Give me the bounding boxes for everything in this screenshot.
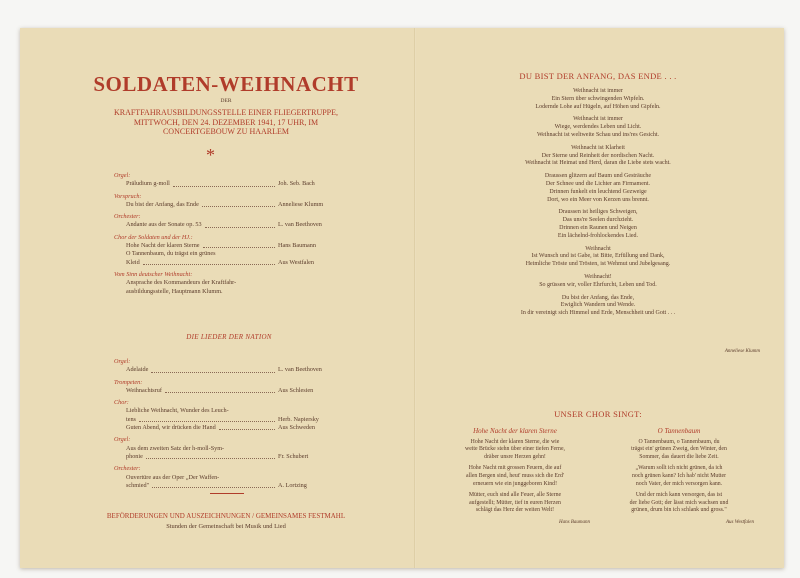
program-list [114,172,344,300]
der-label: DER [220,98,232,104]
program-sheet [20,28,784,568]
song-title: Hohe Nacht der klaren Sterne [473,427,557,435]
program-composer: A. Lortzing [278,481,307,489]
subtitle-line: CONCERTGEBOUW ZU HAARLEM [162,127,290,137]
poem-line: Weihnacht ist Heimat und Herd, daran die Liebe stets wacht. [525,160,671,167]
dot-leader [139,421,275,422]
song-line: allen Bergen sind, heut' muss sich die Erd' [466,472,564,479]
poem-stanza [440,295,756,318]
divider [210,493,244,494]
program-item: Weihnachtsruf [126,386,162,394]
song-line: grünen, drum bin ich schlank und gross." [631,507,727,514]
program-composer: Hans Baumann [278,242,316,250]
poem-author: Anneliese Klumm [724,349,760,354]
poem-line: Du bist der Anfang, das Ende, [561,294,635,301]
poem-line: Drinnen ein Raunen und Neigen [559,224,637,231]
star-ornament-icon: * [206,145,215,165]
program-item: O Tannenbaum, du trägst ein grünes [126,250,216,258]
dot-leader [146,458,275,459]
poem-line: Ein Stern über schwingenden Wipfeln. [551,95,645,102]
program-composer: Fr. Schubert [278,452,309,460]
poem-stanza [440,173,756,204]
poem-line: Der Sterne und Reinheit der nordischen Nacht. [541,152,655,159]
program-item: schmied" [126,481,150,489]
program-row [126,250,344,258]
program-composer: L. van Beethoven [278,221,322,229]
song-line: weite Brücke stehn über einer tiefen Ferne, [465,446,565,453]
program-section-heading: Orgel: [114,172,131,179]
song-hohe-nacht [440,428,590,527]
program-list-nation [114,358,344,494]
song-line: aufgestellt; Mütter, tief in euren Herzen [469,499,561,506]
program-composer: Herb. Napiersky [278,415,319,423]
program-row [126,279,344,287]
program-section-heading: Trompeten: [114,378,143,386]
program-composer: Anneliese Klumm [278,200,324,208]
program-item: Du bist der Anfang, das Ende [126,200,199,208]
program-row [126,474,344,482]
poem-line: Weihnacht! [584,273,612,280]
program-row [126,221,344,229]
poem-stanza [440,116,756,139]
program-row [126,366,344,374]
center-fold [414,28,416,568]
poem-line: Draussen glitzern auf Baum und Gesträuche [544,173,652,180]
poem-line: So grüssen wir, voller Ehrfurcht, Leben und Tod. [539,281,657,288]
song-verse [604,439,754,462]
song-verse [440,465,590,488]
poem-line: Ewiglich Wandern und Wende. [560,302,636,309]
song-line: „Warum sollt ich nicht grünen, da ich [635,465,723,472]
song-line: Sommer, das dauert die liebe Zeit. [639,453,719,460]
program-item: Guten Abend, wir drücken die Hand [126,424,216,432]
poem-stanza [440,246,756,269]
dot-leader [165,392,275,393]
nation-heading: DIE LIEDER DER NATION [186,333,272,341]
poem-stanza [440,209,756,240]
program-section-heading: Vom Sinn deutscher Weihnacht: [114,270,193,278]
dot-leader [219,429,275,430]
song-line: noch Vater, der mich versorgen kann. [635,480,723,487]
poem-line: Weihnacht [585,245,611,252]
song-line: der liebe Gott; der lässt mich wachsen und [629,499,729,506]
song-line: Und der mich kann versorgen, das ist [635,492,723,499]
song-line: Hohe Nacht der klaren Sterne, die wie [470,438,560,445]
program-item: tens [126,415,136,423]
poem-line: Heimliche Tröste und Trösten, ist Wehmut und Jubelgesang. [525,261,671,268]
program-item: Liebliche Weihnacht, Wunder des Leuch- [126,407,229,415]
program-item: Aus dem zweiten Satz der h-moll-Sym- [126,444,225,452]
song-verses [604,439,754,515]
program-item: phonie [126,452,143,460]
song-tannenbaum [604,428,754,527]
program-composer: Joh. Seb. Bach [278,180,315,188]
program-row [126,445,344,453]
song-line: Hohe Nacht mit grossen Feuern, die auf [468,465,562,472]
song-title: O Tannenbaum [657,427,701,435]
program-row [126,201,344,209]
program-row [126,387,344,395]
poem-line: Draussen ist heiliges Schweigen, [558,209,638,216]
program-section-heading: Orgel: [114,358,131,365]
song-verse [604,465,754,488]
song-verse [440,492,590,515]
poem-line: Weihnacht ist weltweite Schau und ins'res Gesicht. [536,131,660,138]
event-subtitle [76,108,376,137]
program-composer: Aus Schweden [278,424,315,432]
program-row [126,407,344,415]
program-row [126,453,344,461]
dot-leader [203,247,275,248]
song-line: schlägt das Herz der weiten Welt! [475,507,555,514]
song-line: erneuern wie ein junggeboren Kind! [472,480,558,487]
program-section-heading: Orchester: [114,213,141,221]
stunden-line: Stunden der Gemeinschaft bei Musik und Lied [166,523,286,530]
poem-line: Dort, wo ein Meer von Kerzen uns brennt. [547,196,649,203]
program-section-heading: Vorspruch: [114,192,142,200]
song-verses [440,439,590,515]
poem-line: Wiege, werdendes Leben und Licht. [554,124,642,131]
song-line: Mütter, euch sind alle Feuer, alle Sterne [468,492,562,499]
program-row [126,416,344,424]
program-row [126,259,344,267]
program-item: Kleid [126,258,140,266]
song-author: Aus Westfalen [725,519,754,525]
program-item: Andante aus der Sonate op. 53 [126,221,202,229]
dot-leader [143,264,275,265]
poem-line: Ein lächelnd-frohlockendes Lied. [557,232,639,239]
program-section-heading: Chor: [114,399,129,407]
song-line: trägst ein' grünen Zweig, den Winter, den [631,446,727,453]
chor-heading: UNSER CHOR SINGT: [554,409,642,419]
poem [440,88,756,323]
dot-leader [205,227,275,228]
program-item: Ouvertüre aus der Oper „Der Waffen- [126,473,220,481]
poem-line: Ist Wunsch und ist Gabe, ist Bitte, Erfüllung und Dank, [531,253,665,260]
program-row [126,242,344,250]
song-author: Hans Baumann [559,519,590,525]
program-composer: Aus Westfalen [278,258,314,266]
program-row [126,482,344,490]
dot-leader [151,372,275,373]
song-line: dräber unsre Herzen gehn! [484,453,546,460]
program-row [126,180,344,188]
song-verse [604,492,754,515]
song-verse [440,439,590,462]
program-section-heading: Chor der Soldaten und der HJ.: [114,233,193,241]
dot-leader [202,206,275,207]
section-gap [114,296,344,300]
program-item: Hohe Nacht der klaren Sterne [126,242,200,250]
poem-line: In dir vereinigt sich Himmel und Erde, Menschheit und Gott . . . [520,310,676,317]
subtitle-line: MITTWOCH, DEN 24. DEZEMBER 1941, 17 UHR, IM [133,117,319,127]
program-row [126,424,344,432]
program-composer: Aus Schlesien [278,386,314,394]
poem-stanza [440,88,756,111]
program-item: Ansprache des Kommandeurs der Kraftfahr- [126,279,237,287]
subtitle-line: KRAFTFAHRAUSBILDUNGSSTELLE EINER FLIEGERTRUPPE, [113,108,339,117]
page-title: SOLDATEN-WEIHNACHT [93,72,359,96]
poem-line: Weihnacht ist immer [573,88,623,94]
dot-leader [152,487,275,488]
poem-stanza [440,145,756,168]
poem-line: Lodernde Lohe auf Hügeln, auf Höhen und Gipfeln. [535,103,661,110]
poem-heading: DU BIST DER ANFANG, DAS ENDE . . . [519,71,677,81]
dot-leader [173,186,275,187]
befoerderungen-line: BEFÖRDERUNGEN UND AUSZEICHNUNGEN / GEMEINSAMES FESTMAHL [106,512,346,520]
program-section-heading: Orchester: [114,465,141,473]
poem-stanza [440,274,756,290]
song-line: noch grünen kann? Ich hab' nicht Mutter [631,472,727,479]
poem-line: Weihnacht ist immer [573,116,623,123]
poem-line: Der Schnee und die Lichter am Firmament. [545,180,651,187]
poem-line: Das uns're Seelen durchzieht. [562,217,634,224]
program-item: Präludium g-moll [126,180,170,188]
poem-line: Weihnacht ist Klarheit [571,144,625,151]
program-item: ausbildungsstelle, Hauptmann Klumm. [126,287,223,295]
song-line: O Tannenbaum, o Tannenbaum, du [638,438,720,445]
program-item: Adelaide [126,366,149,374]
program-row [126,288,344,296]
poem-line: Drinnen funkelt ein leuchtend Gezweige [549,188,647,195]
program-section-heading: Orgel: [114,436,131,444]
program-composer: L. van Beethoven [278,366,322,374]
